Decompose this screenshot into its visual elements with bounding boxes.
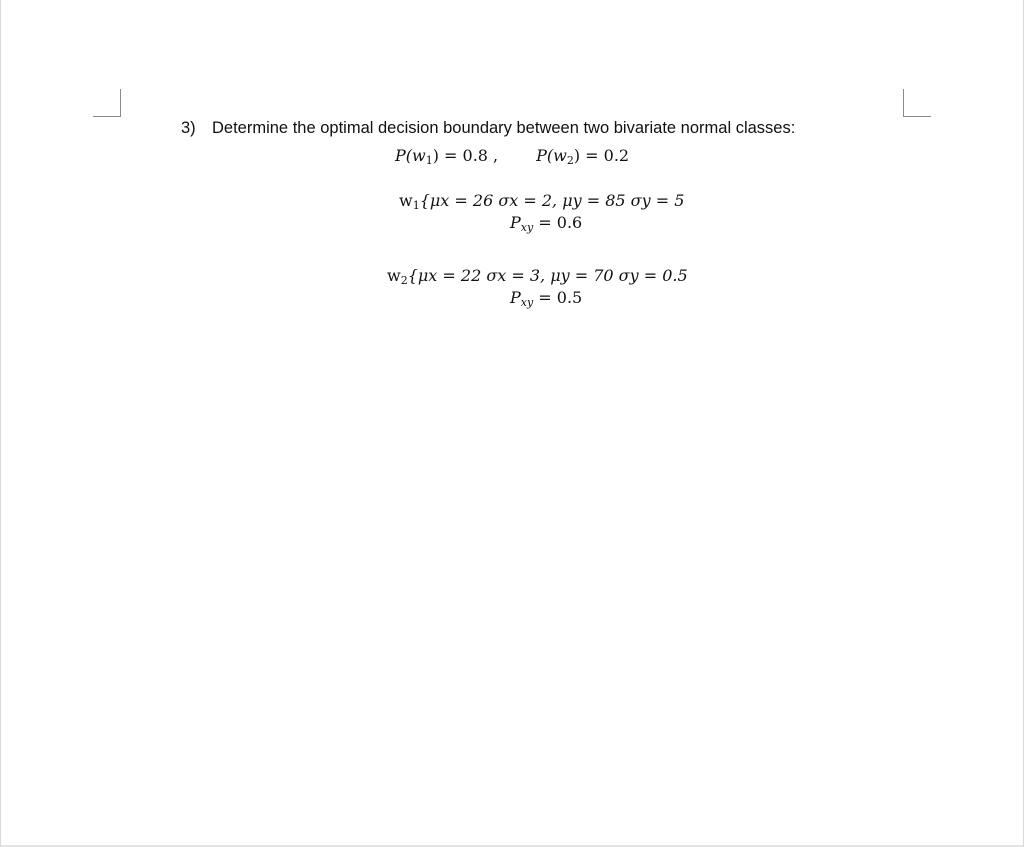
class2-corr-value: = 0.5 bbox=[533, 288, 583, 307]
prior-w1-label: P(w bbox=[395, 146, 426, 165]
prior-w2-value: ) = 0.2 bbox=[573, 146, 630, 165]
class1-name: w bbox=[399, 191, 413, 210]
class1-subscript: 1 bbox=[412, 199, 420, 212]
class1-params: {μx = 26 σx = 2, μy = 85 σy = 5 bbox=[419, 191, 685, 210]
class1-parameters bbox=[399, 191, 684, 210]
class2-params: {μx = 22 σx = 3, μy = 70 σy = 0.5 bbox=[407, 266, 688, 285]
class2-corr-label: P bbox=[510, 288, 521, 307]
class2-correlation bbox=[510, 288, 582, 307]
class2-name: w bbox=[387, 266, 401, 285]
class1-correlation bbox=[510, 213, 582, 232]
crop-mark-top-right bbox=[903, 89, 931, 117]
prior-w1-value: ) = 0.8 , bbox=[432, 146, 499, 165]
class1-corr-label: P bbox=[510, 213, 521, 232]
class1-corr-value: = 0.6 bbox=[533, 213, 583, 232]
crop-mark-top-left bbox=[93, 89, 121, 117]
prior-w2-subscript: 2 bbox=[566, 154, 574, 167]
class1-corr-subscript: xy bbox=[520, 221, 534, 234]
question-number: 3) bbox=[181, 119, 196, 137]
question-line bbox=[181, 119, 795, 138]
class2-corr-subscript: xy bbox=[520, 296, 534, 309]
question-text: Determine the optimal decision boundary between two bivariate normal classes: bbox=[212, 119, 796, 137]
prior-w1-subscript: 1 bbox=[425, 154, 433, 167]
prior-probabilities bbox=[395, 146, 629, 165]
prior-w2-label: P(w bbox=[536, 146, 567, 165]
class2-parameters bbox=[387, 266, 688, 285]
class2-subscript: 2 bbox=[400, 274, 408, 287]
